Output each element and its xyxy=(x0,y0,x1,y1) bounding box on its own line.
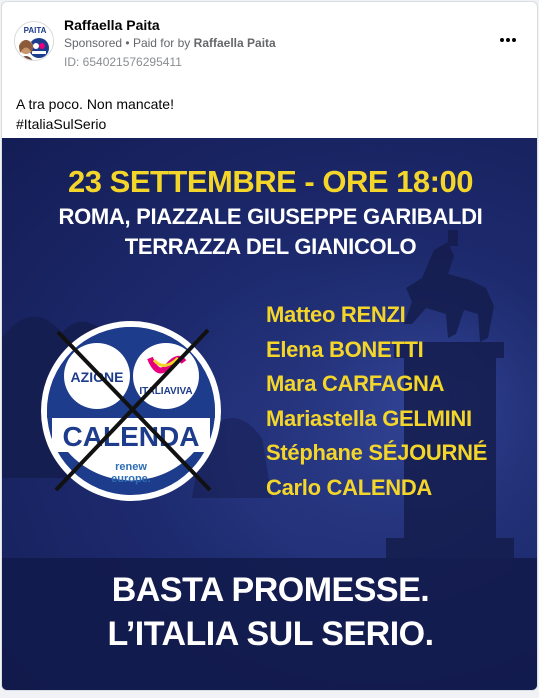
event-date-time: 23 SETTEMBRE - ORE 18:00 xyxy=(68,164,473,199)
more-dot-icon xyxy=(500,38,504,42)
europe-label: europe. xyxy=(111,473,151,485)
speaker-name: Matteo RENZI xyxy=(266,302,406,327)
post-caption xyxy=(16,94,174,134)
paid-for-label: Paid for by xyxy=(132,36,191,50)
calenda-party-logo xyxy=(38,318,224,504)
calenda-leader-label: CALENDA xyxy=(62,421,200,452)
speaker-name: Mariastella GELMINI xyxy=(266,405,472,431)
italiaviva-party-label: ITALIAVIVA xyxy=(139,386,193,397)
caption-hashtag[interactable]: #ItaliaSulSerio xyxy=(16,116,107,132)
renew-label: renew xyxy=(115,461,147,473)
event-location: ROMA, PIAZZALE GIUSEPPE GARIBALDI xyxy=(58,204,483,229)
post-header xyxy=(2,2,538,82)
avatar-label: PAITA xyxy=(23,26,47,35)
paid-for-name: Raffaella Paita xyxy=(193,36,276,50)
more-dot-icon xyxy=(512,38,516,42)
ad-creative-image[interactable] xyxy=(2,138,538,691)
more-options-button[interactable] xyxy=(496,30,520,50)
speaker-name: Mara CARFAGNA xyxy=(266,371,445,396)
slogan-line-1: BASTA PROMESSE. xyxy=(111,571,430,609)
slogan-line-2: L’ITALIA SUL SERIO. xyxy=(107,615,434,653)
avatar[interactable] xyxy=(14,21,54,61)
sponsorship-line xyxy=(64,36,276,50)
avatar-image xyxy=(15,22,54,61)
caption-text: A tra poco. Non mancate! xyxy=(16,96,174,112)
speaker-name: Carlo CALENDA xyxy=(266,474,432,500)
event-venue: TERRAZZA DEL GIANICOLO xyxy=(124,234,417,259)
post-author-name[interactable]: Raffaella Paita xyxy=(64,17,160,33)
sponsored-label: Sponsored xyxy=(64,36,123,50)
ad-id: ID: 654021576295411 xyxy=(64,55,182,69)
speaker-name: Elena BONETTI xyxy=(266,336,424,362)
speaker-name: Stéphane SÉJOURNÉ xyxy=(266,440,488,465)
sponsored-post-card xyxy=(1,1,538,691)
more-dot-icon xyxy=(506,38,510,42)
separator-dot: • xyxy=(125,36,130,50)
azione-party-label: AZIONE xyxy=(70,369,124,385)
speaker-list xyxy=(266,298,487,505)
